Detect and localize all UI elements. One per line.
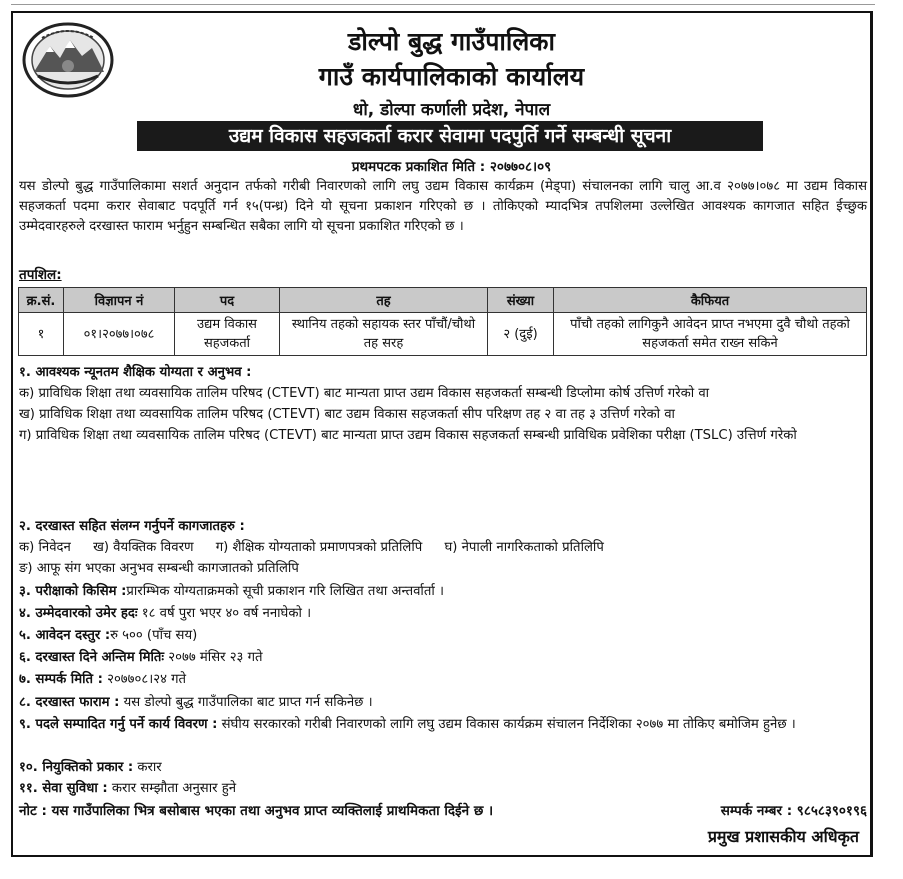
office-address: धो, डोल्पा कर्णाली प्रदेश, नेपाल — [352, 100, 551, 120]
office-name: गाउँ कार्यपालिकाको कार्यालय — [318, 62, 585, 91]
form-value: यस डोल्पो बुद्ध गाउँपालिका बाट प्राप्त गर्न सकिनेछ । — [119, 695, 373, 710]
col-header-sn: क्र.सं. — [19, 288, 64, 313]
appointment-label: १०. नियुक्तिको प्रकार : — [19, 760, 134, 775]
col-header-level: तह — [280, 288, 488, 313]
facility-label: ११. सेवा सुविधा : — [19, 781, 108, 796]
col-header-post: पद — [175, 288, 280, 313]
doc-item-personal: ख) वैयक्तिक विवरण — [93, 540, 194, 555]
exam-line — [19, 581, 867, 602]
col-header-count: संख्या — [488, 288, 554, 313]
contact-date-line — [19, 669, 867, 690]
table-row — [19, 313, 867, 356]
age-label: ४. उम्मेदवारको उमेर हदः — [19, 606, 138, 621]
municipality-name: डोल्पो बुद्ध गाउँपालिका — [348, 27, 555, 56]
col-header-remarks: कैफियत — [554, 288, 867, 313]
qualification-item-ka: क) प्राविधिक शिक्षा तथा व्यवसायिक तालिम परिषद (CTEVT) बाट मान्यता प्राप्त उद्यम विकास सहजकर्ता सम्बन्धी डिप्लोमा कोर्ष उत्तिर्ण गरेको वा — [19, 386, 710, 401]
notice-title-banner: उद्यम विकास सहजकर्ता करार सेवामा पदपुर्ति गर्ने सम्बन्धी सूचना — [137, 121, 763, 151]
contact-date-label: ७. सम्पर्क मिति : — [19, 672, 103, 687]
form-label: ८. दरखास्त फाराम : — [19, 695, 120, 710]
deadline-label: ६. दरखास्त दिने अन्तिम मितिः — [19, 650, 165, 665]
appointment-line — [19, 757, 867, 778]
fee-line — [19, 625, 867, 646]
cell-post: उद्यम विकास सहजकर्ता — [175, 313, 280, 356]
qualification-item-ga: ग) प्राविधिक शिक्षा तथा व्यवसायिक तालिम परिषद (CTEVT) बाट मान्यता प्राप्त उद्यम विकास सहजकर्ता सम्बन्धी प्राविधिक प्रवेशिका परीक्षा (TSLC) उत्तिर्ण गरेको — [19, 428, 797, 443]
signature-title: प्रमुख प्रशासकीय अधिकृत — [707, 827, 859, 846]
documents-row-1 — [19, 537, 867, 558]
contact-date-value: २०७७०८।२४ गते — [102, 672, 187, 687]
intro-paragraph: यस डोल्पो बुद्ध गाउँपालिकामा सशर्त अनुदान तर्फको गरीबी निवारणको लागि लघु उद्यम विकास कार्यक्रम (मेड्पा) संचालनका लागि चालु आ.व २०७७।०७८ मा उद्यम विकास सहजकर्ता पदमा करार सेवाबाट पदपूर्ति गर्न १५(पन्ध्र) दिने यो सूचना प्रकाशन गरिएको छ । तोकिएको म्यादभित्र तपशिलमा उल्लेखित आवश्यक कागजात सहित ईच्छुक उम्मेदवारहरुले दरखास्त फाराम भर्नुहुन सम्बन्धित सबैका लागि यो सूचना प्रकाशित गरिएको छ । — [19, 179, 867, 234]
duties-value: संघीय सरकारको गरीबी निवारणको लागि लघु उद्यम विकास कार्यक्रम संचालन निर्देशिका २०७७ मा तोकिए बमोजिम हुनेछ । — [217, 717, 796, 732]
cell-level: स्थानिय तहको सहायक स्तर पाँचौं/चौथो तह सरह — [280, 313, 488, 356]
qualification-title: १. आवश्यक न्यूनतम शैक्षिक योग्यता र अनुभव : — [19, 365, 252, 380]
table-header-row — [19, 288, 867, 313]
col-header-advert: विज्ञापन नं — [64, 288, 175, 313]
qualification-item-kha: ख) प्राविधिक शिक्षा तथा व्यवसायिक तालिम परिषद (CTEVT) बाट उद्यम विकास सहजकर्ता सीप परिक्षण तह २ वा तह ३ उत्तिर्ण गरेको वा — [19, 407, 675, 422]
exam-label: ३. परीक्षाको किसिम : — [19, 584, 127, 599]
doc-item-citizenship: घ) नेपाली नागरिकताको प्रतिलिपि — [444, 540, 604, 555]
note-text: नोट : यस गाउँपालिका भित्र बसोबास भएका तथा अनुभव प्राप्त व्यक्तिलाई प्राथमिकता दिईने छ । — [19, 803, 494, 819]
cell-count: २ (दुई) — [488, 313, 554, 356]
documents-title: २. दरखास्त सहित संलग्न गर्नुपर्ने कागजातहरु : — [19, 519, 245, 534]
appointment-value: करार — [133, 760, 162, 775]
doc-item-education: ग) शैक्षिक योग्यताको प्रमाणपत्रको प्रतिलिपि — [215, 540, 423, 555]
fee-label: ५. आवेदन दस्तुर : — [19, 628, 111, 643]
top-rule — [11, 4, 875, 5]
age-value: १८ वर्ष पुरा भएर ४० वर्ष ननाघेको । — [137, 606, 312, 621]
publication-date: प्रथमपटक प्रकाशित मिति : २०७७०८।०९ — [351, 159, 552, 175]
contact-number: सम्पर्क नम्बर : ९८५८३९०१९६ — [720, 803, 867, 819]
documents-section — [19, 516, 867, 579]
form-line — [19, 692, 867, 713]
documents-row-2: ङ) आफू संग भएका अनुभव सम्बन्धी कागजातको प्रतिलिपि — [19, 561, 299, 576]
cell-sn: १ — [19, 313, 64, 356]
deadline-value: २०७७ मंसिर २३ गते — [164, 650, 263, 665]
cell-remarks: पाँचौ तहको लागिकुनै आवेदन प्राप्त नभएमा दुवै चौथो तहको सहजकर्ता समेत राख्न सकिने — [554, 313, 867, 356]
age-line — [19, 603, 867, 624]
cell-advert-no: ०१।२०७७।०७८ — [64, 313, 175, 356]
fee-value: रु ५०० (पाँच सय) — [110, 628, 198, 643]
deadline-line — [19, 647, 867, 668]
exam-value: प्रारम्भिक योग्यताक्रमको सूची प्रकाशन गरि लिखित तथा अन्तर्वार्ता । — [126, 584, 444, 599]
facility-value: करार सम्झौता अनुसार हुने — [107, 781, 237, 796]
duties-line — [19, 714, 893, 735]
duties-label: ९. पदले सम्पादित गर्नु पर्ने कार्य विवरण : — [19, 717, 218, 732]
qualification-section — [19, 362, 867, 446]
positions-table — [18, 287, 867, 356]
tapasil-heading: तपशिल: — [19, 267, 62, 283]
note-line — [19, 801, 867, 819]
facility-line — [19, 778, 867, 799]
doc-item-application: क) निवेदन — [19, 540, 71, 555]
